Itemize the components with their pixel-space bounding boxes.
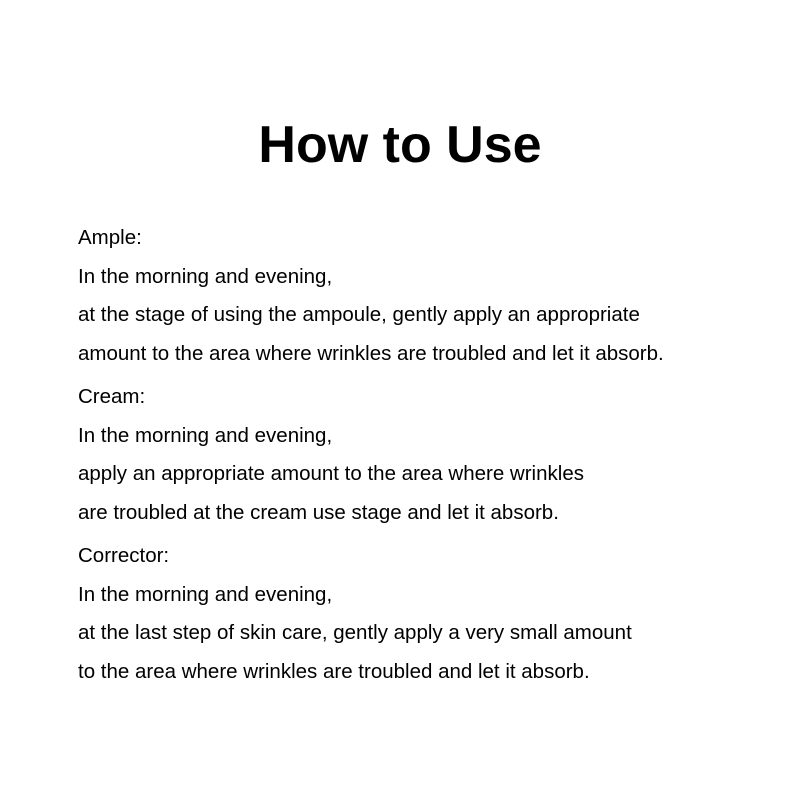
instruction-line: apply an appropriate amount to the area where wrinkles bbox=[78, 462, 584, 485]
section-corrector bbox=[78, 537, 778, 691]
page-title: How to Use bbox=[258, 116, 542, 174]
instruction-line: at the stage of using the ampoule, gently apply an appropriate bbox=[78, 303, 640, 326]
section-cream bbox=[78, 378, 778, 532]
instructions-content bbox=[78, 219, 778, 696]
instruction-line: amount to the area where wrinkles are troubled and let it absorb. bbox=[78, 341, 664, 365]
section-ample bbox=[78, 219, 778, 373]
instruction-line: In the morning and evening, bbox=[78, 423, 333, 447]
section-heading: Corrector: bbox=[78, 544, 170, 567]
instruction-line: to the area where wrinkles are troubled and let it absorb. bbox=[78, 659, 590, 683]
instruction-line: are troubled at the cream use stage and let it absorb. bbox=[78, 500, 559, 524]
instruction-line: at the last step of skin care, gently apply a very small amount bbox=[78, 621, 632, 644]
section-heading: Cream: bbox=[78, 385, 146, 408]
instruction-line: In the morning and evening, bbox=[78, 582, 333, 606]
instruction-line: In the morning and evening, bbox=[78, 264, 333, 288]
section-heading: Ample: bbox=[78, 226, 142, 249]
